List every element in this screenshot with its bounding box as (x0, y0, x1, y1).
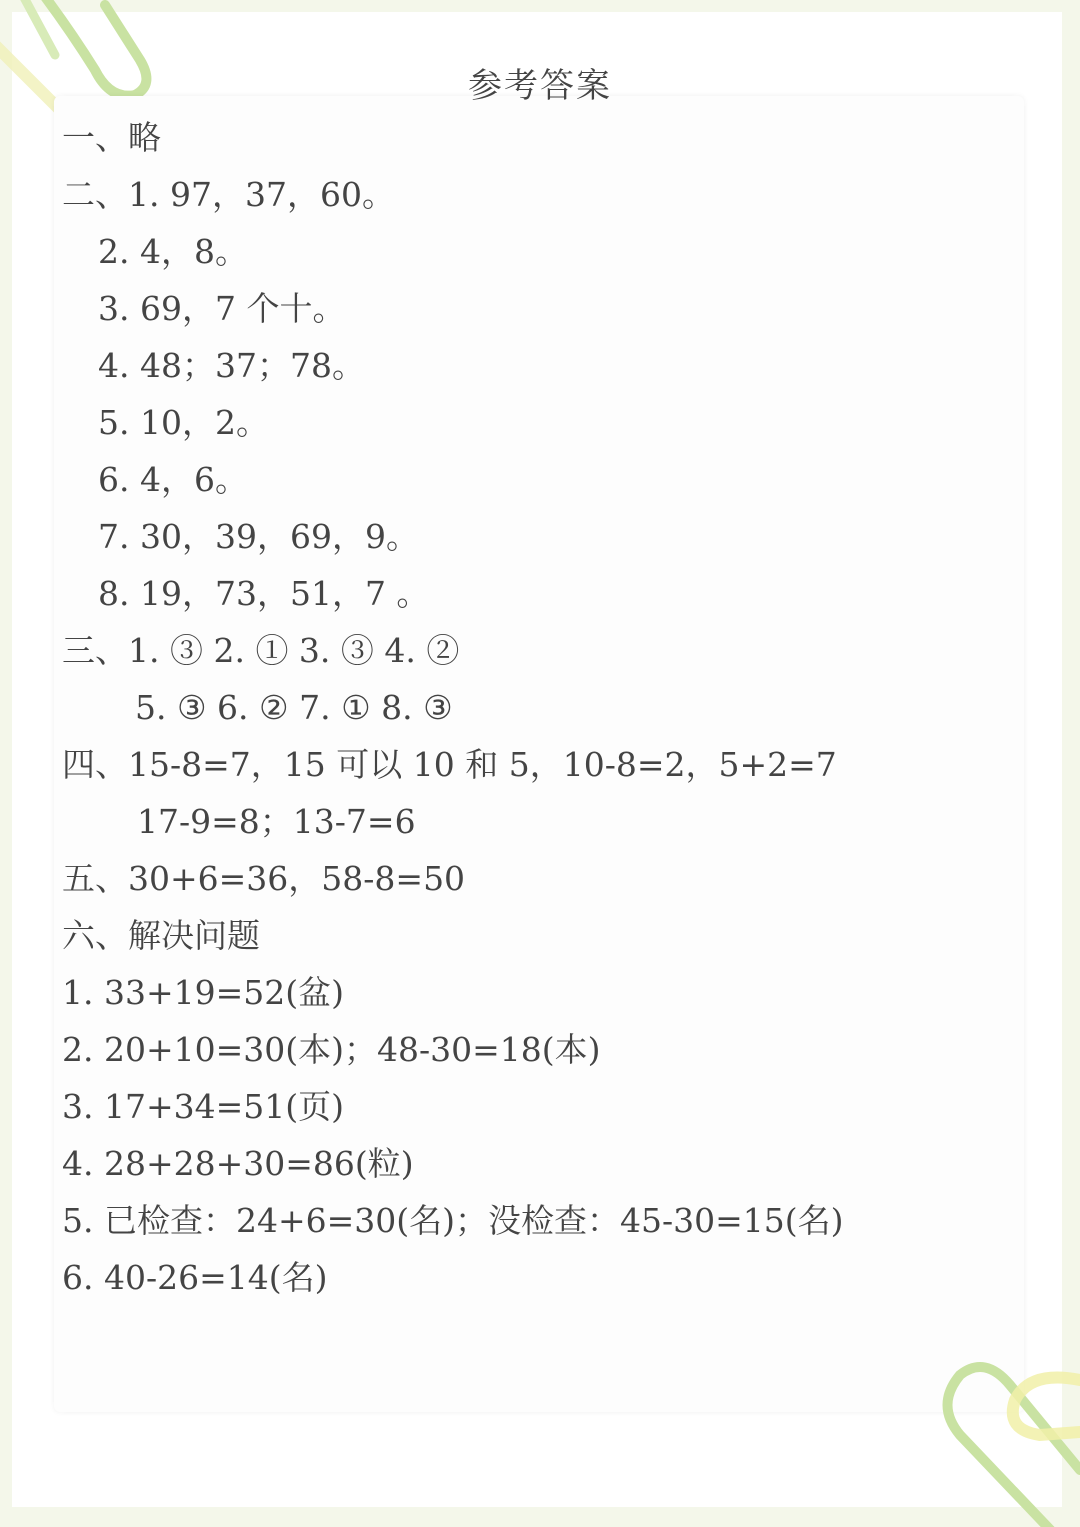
answer-line: 7. 30，39，69，9。 (98, 517, 419, 556)
answer-line: 17-9=8；13-7=6 (137, 802, 416, 841)
answer-line: 5. 10，2。 (98, 403, 269, 442)
answer-line: 五、30+6=36，58-8=50 (62, 859, 466, 898)
answer-line: 三、1. ③ 2. ① 3. ③ 4. ② (62, 631, 460, 670)
answer-line: 4. 28+28+30=86(粒) (62, 1144, 414, 1183)
answer-line: 四、15-8=7，15 可以 10 和 5，10-8=2，5+2=7 (62, 745, 837, 784)
answer-line: 二、1. 97，37，60。 (62, 175, 395, 214)
answer-line: 6. 4，6。 (98, 460, 248, 499)
page-title: 参考答案 (468, 66, 612, 106)
answer-line: 4. 48；37；78。 (98, 346, 365, 385)
answer-line: 3. 17+34=51(页) (62, 1087, 344, 1126)
answer-line: 5. ③ 6. ② 7. ① 8. ③ (135, 688, 453, 727)
paperclip-bottom-right-icon (920, 1340, 1080, 1527)
answer-line: 2. 20+10=30(本)；48-30=18(本) (62, 1030, 601, 1069)
answer-line: 3. 69，7 个十。 (98, 289, 346, 328)
answer-line: 一、略 (62, 118, 161, 157)
answer-line: 5. 已检查：24+6=30(名)；没检查：45-30=15(名) (62, 1201, 844, 1240)
answer-line: 2. 4，8。 (98, 232, 248, 271)
answer-line: 1. 33+19=52(盆) (62, 973, 344, 1012)
answer-line: 六、解决问题 (62, 916, 260, 955)
answer-line: 6. 40-26=14(名) (62, 1258, 328, 1297)
answer-line: 8. 19，73，51，7 。 (98, 574, 430, 613)
